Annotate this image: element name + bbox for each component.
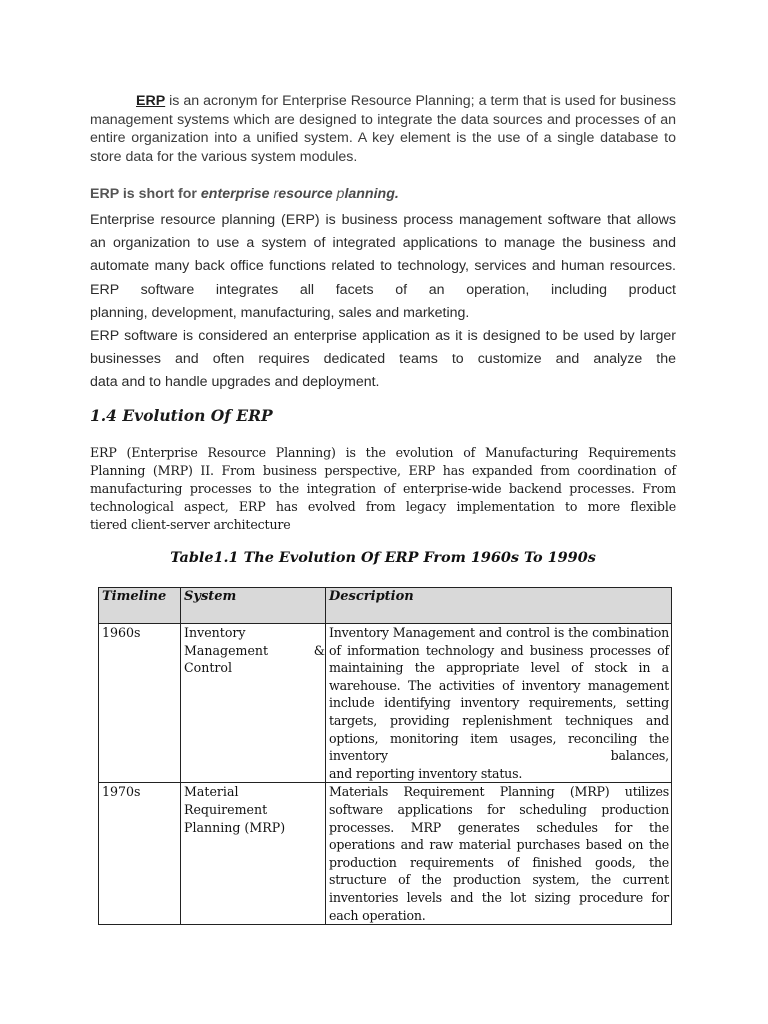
description-last-line: each operation. [329,907,426,923]
section-title: 1.4 Evolution Of ERP [90,406,273,425]
short-for-prefix: ERP is short for [90,186,201,202]
definition-paragraph [90,209,676,395]
definition-body-2: ERP software is considered an enterprise application as it is designed to be used by larger businesses and often requires dedicated teams to customize and analyze the [90,328,676,368]
table-header-row [99,588,672,624]
short-for-esource: esource [278,186,337,202]
table-caption: Table1.1 The Evolution Of ERP From 1960s To 1990s [170,549,596,566]
short-for-p: p [336,186,345,202]
evolution-paragraph [90,444,676,534]
short-for-lanning: lanning. [344,186,399,202]
timeline-cell: 1970s [99,783,181,925]
definition-last-line: planning, development, manufacturing, sales and marketing. [90,304,470,321]
system-line [184,624,325,659]
system-ampersand: & [313,642,325,658]
definition-last-line-2: data and to handle upgrades and deployment. [90,374,380,391]
short-for-heading [90,186,399,202]
short-for-r: r [273,186,279,202]
description-cell [326,783,672,925]
intro-text: is an acronym for Enterprise Resource Planning; a term that is used for business management systems which are designed to integrate the data sources and processes of an entire organization into a unified system. A key element is the use of a single database to store data for the various system modules. [90,93,676,165]
description-last-line: and reporting inventory status. [329,765,523,781]
table-row [99,783,672,925]
table-row [99,624,672,783]
short-for-enterprise: enterprise [200,186,274,202]
system-text: Material Requirement [184,784,268,817]
intro-paragraph [90,92,676,166]
description-text: Inventory Management and control is the combination of information technology and business processes of maintaining the appropriate level of stock in a warehouse. The activities of inventory management include identifying inventory requirements, setting targets, providing replenishment techniques and options, monitoring item usages, reconciling the inventory balances, [329,625,669,764]
header-system: System [181,588,326,624]
system-text-2: Control [184,660,233,676]
description-cell [326,624,672,783]
evolution-last-line: tiered client-server architecture [90,516,291,532]
timeline-cell: 1960s [99,624,181,783]
evolution-table [98,587,672,925]
header-timeline: Timeline [99,588,181,624]
system-text: Inventory Management [184,625,269,658]
header-description: Description [326,588,672,624]
system-text-2: Planning (MRP) [184,819,286,835]
definition-body: Enterprise resource planning (ERP) is business process management software that allows an organization to use a system of integrated applications to manage the business and automate many back office functions related to technology, services and human resources. ERP software integrates all facets of an operation, including product [90,212,676,298]
description-text: Materials Requirement Planning (MRP) utilizes software applications for scheduling production processes. MRP generates schedules for the operations and raw material purchases based on the production requirements of finished goods, the structure of the production system, the current inventories levels and the lot sizing procedure for [329,784,669,905]
evolution-body: ERP (Enterprise Resource Planning) is the evolution of Manufacturing Requirements Planning (MRP) II. From business perspective, ERP has expanded from coordination of manufacturing processes to the integration of enterprise-wide backend processes. From technological aspect, ERP has evolved from legacy implementation to more flexible [90,445,676,514]
system-cell [181,783,326,925]
system-cell [181,624,326,783]
erp-term: ERP [136,93,166,109]
